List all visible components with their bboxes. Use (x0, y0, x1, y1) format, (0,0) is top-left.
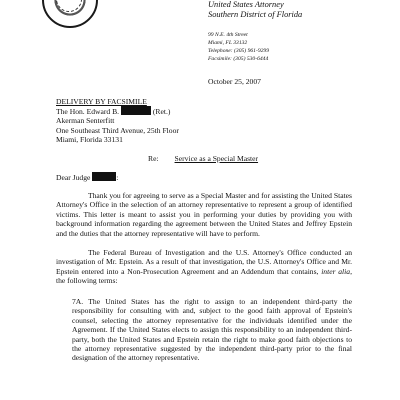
address-facsimile: Facsimile: (305) 530-6444 (208, 56, 269, 63)
salutation-suffix: : (116, 173, 119, 182)
agency-name: United States Attorney (208, 0, 284, 9)
address-telephone: Telephone: (305) 961-9299 (208, 48, 270, 55)
delivery-method: DELIVERY BY FACSIMILE (56, 97, 147, 106)
address-city: Miami, FL 33132 (208, 40, 248, 47)
recipient-city: Miami, Florida 33131 (56, 135, 123, 145)
recipient-street: One Southeast Third Avenue, 25th Floor (56, 125, 179, 135)
recipient-name-suffix: (Ret.) (152, 107, 171, 116)
quoted-term-7a: 7A. The United States has the right to assign to an independent third-party the responsibility for consulting with and, subject to the good faith approval of Epstein's counsel, selecting the attorney representative for the individuals identified under the Agreement. If the United States elects to assign this responsibility to an independent third-party, both the United States and Epstein retain the right to make good faith objections to the attorney representative suggested by the independent third-party prior to the final designation of the attorney representative. (72, 297, 352, 363)
body-paragraph-2-rest: , the following terms: (56, 266, 352, 286)
body-paragraph-2 (56, 248, 352, 286)
recipient-name-prefix: The Hon. Edward B. (56, 107, 120, 116)
letter-date: October 25, 2007 (208, 77, 261, 86)
body-paragraph-1: Thank you for agreeing to serve as a Special Master and for assisting the United States Attorney's Office in the selection of an attorney representative to represent a group of identified victims. This letter is meant to assist you in performing your duties by providing you with background information regarding the agreement between the United States and Jeffrey Epstein and the duties that the attorney representative will have to perform. (56, 191, 352, 238)
recipient-name (56, 106, 179, 116)
department-seal (42, 0, 98, 28)
redaction-bar (121, 106, 151, 115)
body-paragraph-2-text: The Federal Bureau of Investigation and the U.S. Attorney's Office conducted an investigation of Mr. Epstein. As a result of that investigation, the U.S. Attorney's Office and Mr. Epstein entered into a Non-Prosecution Agreement and an Addendum that contains, (56, 248, 352, 276)
recipient-block (56, 106, 179, 145)
agency-district: Southern District of Florida (208, 10, 303, 19)
redaction-bar (92, 172, 119, 182)
recipient-firm: Akerman Senterfitt (56, 116, 115, 126)
subject-line (148, 154, 258, 163)
address-street: 99 N.E. 4th Street (208, 32, 248, 38)
subject-label: Re: (148, 154, 159, 163)
salutation-prefix: Dear Judge (56, 173, 91, 182)
letterhead-agency (208, 0, 302, 20)
body-paragraph-2-italic: inter alia (321, 266, 351, 276)
salutation (56, 172, 118, 182)
subject-text: Service as a Special Master (174, 154, 259, 163)
letterhead-address (208, 31, 269, 63)
